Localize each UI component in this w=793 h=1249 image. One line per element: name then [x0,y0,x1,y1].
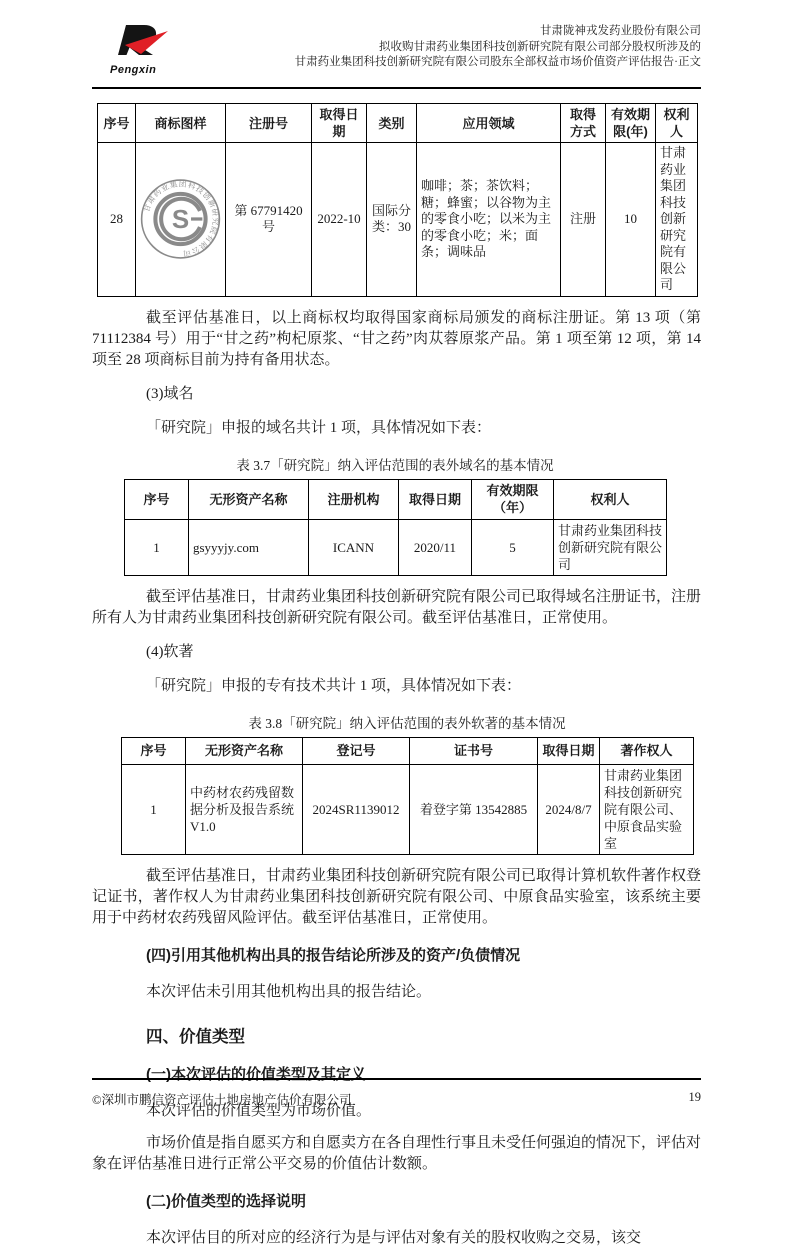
trademark-table [97,103,698,297]
col-header-method: 取得方式 [561,104,606,143]
col-header-certificate-no: 证书号 [410,737,538,764]
col-header-regno: 注册号 [226,104,312,143]
col-header-category: 类别 [367,104,417,143]
document-body [92,103,701,1249]
cell-seq: 1 [125,519,189,575]
report-page [0,22,793,1246]
report-title-line-1: 甘肃陇神戎发药业股份有限公司 [540,25,701,37]
pengxin-logo-icon [110,22,172,66]
software-table-row [122,764,694,854]
report-title-line-3: 甘肃药业集团科技创新研究院有限公司股东全部权益市场价值资产评估报告·正文 [294,56,701,68]
domain-table [124,479,667,576]
cell-date: 2022-10 [312,143,367,297]
cell-asset-name: gsyyyjy.com [189,519,309,575]
cell-date: 2024/8/7 [538,764,600,854]
cell-asset-name: 中药材农药残留数据分析及报告系统 V1.0 [186,764,303,854]
cell-holder: 甘肃药业集团科技创新研究院有限公司 [656,143,698,297]
table38-caption: 表 3.8「研究院」纳入评估范围的表外软著的基本情况 [248,715,566,731]
heading-cited-reports: (四)引用其他机构出具的报告结论所涉及的资产/负债情况 [146,946,521,964]
heading-value-definition: (一)本次评估的价值类型及其定义 [146,1065,366,1083]
paragraph-value-choice: 本次评估目的所对应的经济行为是与评估对象有关的股权收购之交易，该交 [146,1229,642,1246]
trademark-row-28 [98,143,698,297]
cell-method: 注册 [561,143,606,297]
report-title-block [192,22,701,71]
col-header-date: 取得日期 [312,104,367,143]
page-footer [92,1078,701,1108]
col-header-holder: 权利人 [554,479,667,519]
cell-validity: 10 [606,143,656,297]
col-header-seq: 序号 [122,737,186,764]
paragraph-cited-reports: 本次评估未引用其他机构出具的报告结论。 [146,983,432,1000]
paragraph-software-intro: 「研究院」申报的专有技术共计 1 项，具体情况如下表： [146,677,522,694]
trademark-table-header-row [98,104,698,143]
col-header-asset-name: 无形资产名称 [189,479,309,519]
col-header-image: 商标图样 [136,104,226,143]
col-header-seq: 序号 [98,104,136,143]
heading-value-choice: (二)价值类型的选择说明 [146,1192,306,1210]
software-copyright-table [121,737,694,855]
cell-validity: 5 [472,519,554,575]
paragraph-trademark-note: 截至评估基准日，以上商标权均取得国家商标局颁发的商标注册证。第 13 项（第 71112384 号）用于“甘之药”枸杞原浆、“甘之药”肉苁蓉原浆产品。第 1 项至第 12 项，第 14 项至 28 项商标目前为持有备用状态。 [92,309,701,368]
cell-seq: 28 [98,143,136,297]
page-number: 19 [688,1090,701,1104]
col-header-registration-no: 登记号 [303,737,410,764]
cell-registrar: ICANN [309,519,399,575]
paragraph-domain-intro: 「研究院」申报的域名共计 1 项，具体情况如下表： [146,419,492,436]
seal-ring-text: 甘肃药业集团科技创新研究院有限公司 [141,179,221,259]
cell-certificate-no: 着登字第 13542885 [410,764,538,854]
cell-regno: 第 67791420 号 [226,143,312,297]
paragraph-value-definition-1: 本次评估的价值类型为市场价值。 [146,1102,372,1119]
paragraph-domain-note: 截至评估基准日，甘肃药业集团科技创新研究院有限公司已取得域名注册证书，注册所有人为甘肃药业集团科技创新研究院有限公司。截至评估基准日，正常使用。 [92,588,702,626]
report-title-line-2: 拟收购甘肃药业集团科技创新研究院有限公司部分股权所涉及的 [379,40,701,53]
col-header-application: 应用领域 [417,104,561,143]
cell-application: 咖啡；茶；茶饮料；糖；蜂蜜；以谷物为主的零食小吃；以米为主的零食小吃；米；面条；调味品 [417,143,561,297]
cell-trademark-image [136,143,226,297]
cell-date: 2020/11 [399,519,472,575]
trademark-seal-icon [140,177,221,261]
heading-value-type: 四、价值类型 [146,1027,245,1046]
col-header-seq: 序号 [125,479,189,519]
cell-seq: 1 [122,764,186,854]
subheading-software: (4)软著 [146,643,194,660]
col-header-registrar: 注册机构 [309,479,399,519]
paragraph-software-note: 截至评估基准日，甘肃药业集团科技创新研究院有限公司已取得计算机软件著作权登记证书，著作权人为甘肃药业集团科技创新研究院有限公司、中原食品实验室，该系统主要用于中药材农药残留风险评估。截至评估基准日，正常使用。 [92,867,702,926]
col-header-asset-name: 无形资产名称 [186,737,303,764]
logo-brand-text: Pengxin [110,64,157,76]
cell-category: 国际分类：30 [367,143,417,297]
subheading-domain: (3)域名 [146,385,194,402]
paragraph-value-definition-2: 市场价值是指自愿买方和自愿卖方在各自理性行事且未受任何强迫的情况下，评估对象在评估基准日进行正常公平交易的价值估计数额。 [92,1134,702,1172]
cell-copyright-owner: 甘肃药业集团科技创新研究院有限公司、中原食品实验室 [600,764,694,854]
col-header-copyright-owner: 著作权人 [600,737,694,764]
cell-holder: 甘肃药业集团科技创新研究院有限公司 [554,519,667,575]
table37-caption: 表 3.7「研究院」纳入评估范围的表外域名的基本情况 [236,457,554,473]
col-header-date: 取得日期 [538,737,600,764]
col-header-holder: 权利人 [656,104,698,143]
domain-table-row [125,519,667,575]
col-header-validity: 有效期限(年) [606,104,656,143]
col-header-date: 取得日期 [399,479,472,519]
domain-table-header-row [125,479,667,519]
col-header-validity: 有效期限（年） [472,479,554,519]
company-logo [92,22,192,76]
seal-monogram: S [171,206,190,235]
cell-registration-no: 2024SR1139012 [303,764,410,854]
page-header [92,22,701,76]
software-table-header-row [122,737,694,764]
header-divider [92,87,701,89]
footer-copyright: ©深圳市鹏信资产评估土地房地产估价有限公司 [92,1093,352,1107]
